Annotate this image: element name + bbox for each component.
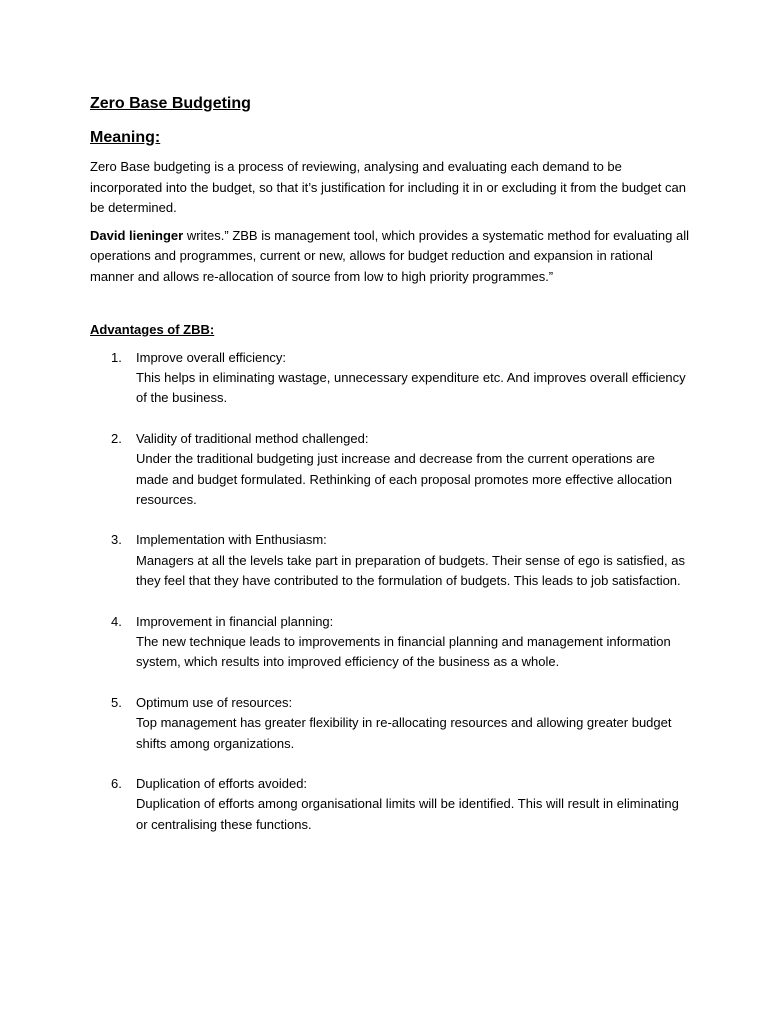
quote-text: writes.” ZBB is management tool, which provides a systematic method for evaluating all operations and programmes, current or new, allows for budget reduction and expansion in rational manner and allows re-allocation of source from low to high priority programmes.”: [90, 227, 689, 284]
advantages-heading: Advantages of ZBB:: [90, 321, 215, 337]
advantage-number: 1.: [111, 349, 122, 365]
advantage-description: The new technique leads to improvements in financial planning and management information system, which results into improved efficiency of the business as a whole.: [136, 634, 671, 670]
advantage-description: Managers at all the levels take part in preparation of budgets. Their sense of ego is satisfied, as they feel that they have contributed to the formulation of budgets. This leads to job satisfaction.: [136, 552, 685, 589]
advantage-title: Duplication of efforts avoided:: [136, 776, 308, 792]
advantage-description: Under the traditional budgeting just increase and decrease from the current operations are made and budget formulated. Rethinking of each proposal promotes more effective allocation resources.: [136, 451, 672, 507]
advantage-title: Improvement in financial planning:: [136, 613, 334, 629]
quote-paragraph: [90, 226, 690, 288]
document-content: [90, 92, 690, 855]
advantage-title: Improve overall efficiency:: [136, 349, 287, 365]
meaning-paragraph: Zero Base budgeting is a process of reviewing, analysing and evaluating each demand to be incorporated into the budget, so that it’s justification for including it in or excluding it from the budget can be determined.: [90, 159, 686, 216]
quote-author: David lieninger: [90, 227, 184, 243]
advantage-title: Optimum use of resources:: [136, 694, 293, 710]
advantages-list: [90, 348, 690, 836]
advantage-description: This helps in eliminating wastage, unnecessary expenditure etc. And improves overall efficiency of the business.: [136, 369, 686, 406]
advantage-number: 3.: [111, 532, 122, 548]
advantage-item: [90, 693, 690, 754]
meaning-heading: Meaning:: [90, 129, 161, 146]
advantage-item: [90, 530, 690, 591]
advantage-title: Validity of traditional method challenged:: [136, 430, 369, 446]
advantage-number: 4.: [111, 613, 122, 629]
advantage-item: [90, 774, 690, 835]
advantage-item: [90, 612, 690, 673]
advantage-number: 2.: [111, 430, 122, 446]
advantage-number: 5.: [111, 694, 122, 710]
advantage-description: Duplication of efforts among organisational limits will be identified. This will result in eliminating or centralising these functions.: [136, 796, 679, 832]
advantage-item: [90, 429, 690, 511]
advantage-title: Implementation with Enthusiasm:: [136, 532, 327, 548]
advantage-number: 6.: [111, 776, 122, 792]
document-title: Zero Base Budgeting: [90, 95, 251, 112]
advantage-item: [90, 348, 690, 409]
advantage-description: Top management has greater flexibility in re-allocating resources and allowing greater budget shifts among organizations.: [136, 715, 672, 751]
